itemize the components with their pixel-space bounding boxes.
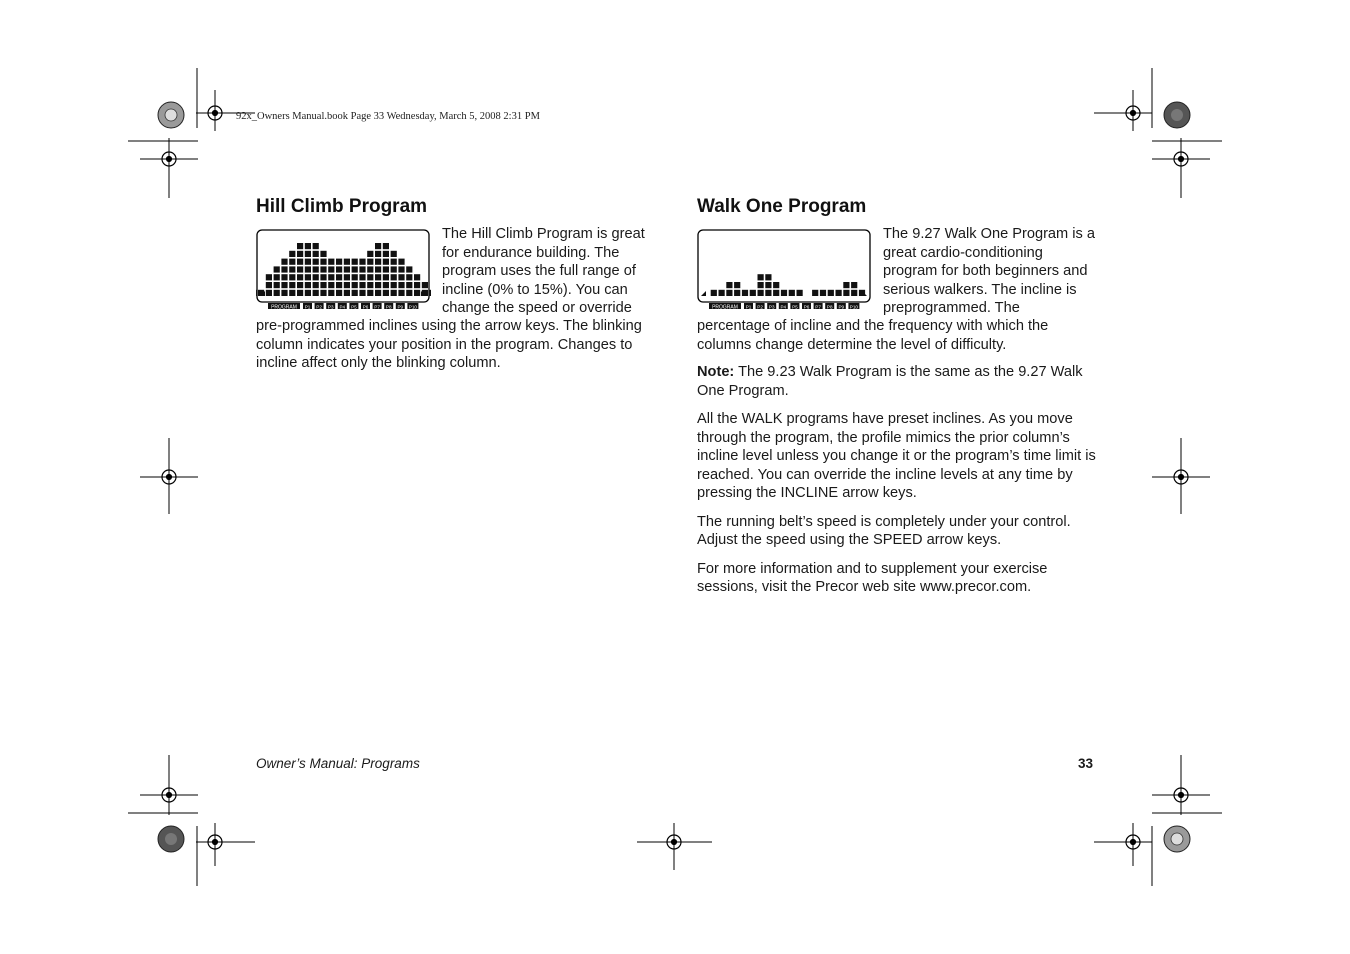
- profile-cell: [359, 274, 365, 280]
- profile-cell: [367, 290, 373, 296]
- walk-one-profile-display: [697, 229, 872, 313]
- column-label: [744, 303, 753, 309]
- profile-cell: [711, 290, 717, 296]
- profile-cell: [430, 290, 431, 296]
- print-header-stamp: 92x_Owners Manual.book Page 33 Wednesday, March 5, 2008 2:31 PM: [236, 111, 540, 122]
- profile-cell: [391, 290, 397, 296]
- column-label: [361, 303, 370, 309]
- walk-programs-paragraph: All the WALK programs have preset inclines. As you move through the program, the profile mimics the prior column’s incline level unless you change it or the program’s time limit is reached. You can override the incline levels at any time by pressing the INCLINE arrow keys.: [697, 411, 1096, 501]
- column-label: [349, 303, 358, 309]
- profile-cell: [375, 259, 381, 265]
- profile-cell: [352, 274, 358, 280]
- svg-text:P10: P10: [408, 304, 417, 310]
- profile-cell: [383, 243, 389, 249]
- profile-cell: [375, 274, 381, 280]
- profile-cell: [289, 251, 295, 257]
- program-label: [709, 303, 741, 310]
- profile-cell: [391, 266, 397, 272]
- profile-cell: [289, 266, 295, 272]
- profile-cell: [344, 259, 350, 265]
- program-label: [268, 303, 300, 310]
- profile-cell: [297, 290, 303, 296]
- profile-cell: [328, 259, 334, 265]
- hill-climb-intro-wrapped: [442, 225, 657, 318]
- walk-one-paragraph-part1: The 9.27 Walk One Program is a great cardio-conditioning program for both beginners and serious walkers. The incline is preprogrammed. The: [883, 226, 1095, 316]
- svg-text:P1: P1: [304, 304, 311, 310]
- profile-cell: [414, 282, 420, 288]
- profile-cell: [313, 243, 319, 249]
- profile-cell: [320, 274, 326, 280]
- svg-text:P2: P2: [757, 304, 763, 310]
- profile-cell: [289, 290, 295, 296]
- profile-cell: [274, 290, 280, 296]
- profile-cell: [789, 290, 795, 296]
- page-number: 33: [1078, 756, 1094, 771]
- column-label: [767, 303, 776, 309]
- profile-cell: [391, 282, 397, 288]
- profile-cell: [391, 274, 397, 280]
- profile-cell: [734, 282, 740, 288]
- column-label: [779, 303, 788, 309]
- profile-cell: [289, 259, 295, 265]
- profile-cell: [406, 282, 412, 288]
- profile-cell: [313, 282, 319, 288]
- svg-text:PROGRAM: PROGRAM: [712, 304, 738, 311]
- profile-cell: [320, 282, 326, 288]
- profile-cell: [359, 259, 365, 265]
- profile-cell: [305, 251, 311, 257]
- profile-cell: [765, 282, 771, 288]
- svg-text:P7: P7: [374, 304, 380, 310]
- profile-cell: [836, 290, 842, 296]
- profile-cell: [266, 290, 272, 296]
- hill-climb-intro-continued: [256, 317, 666, 373]
- profile-cell: [344, 290, 350, 296]
- profile-cell: [274, 282, 280, 288]
- profile-cell: [359, 290, 365, 296]
- profile-cell: [352, 259, 358, 265]
- svg-text:P6: P6: [362, 304, 369, 310]
- svg-text:P10: P10: [849, 304, 858, 310]
- profile-cell: [758, 282, 764, 288]
- profile-cell: [383, 251, 389, 257]
- profile-cell: [305, 274, 311, 280]
- hill-climb-profile-figure: [256, 229, 431, 318]
- svg-text:P9: P9: [838, 304, 845, 310]
- profile-cell: [781, 290, 787, 296]
- profile-cell: [398, 290, 404, 296]
- profile-cell: [851, 282, 857, 288]
- profile-cell: [344, 274, 350, 280]
- footer-chapter: Owner’s Manual: Programs: [256, 756, 420, 771]
- column-label: [373, 303, 382, 309]
- profile-cell: [359, 266, 365, 272]
- walk-one-note: [697, 363, 1102, 400]
- profile-cell: [352, 266, 358, 272]
- profile-cell: [313, 266, 319, 272]
- profile-cell: [383, 290, 389, 296]
- profile-cell: [758, 290, 764, 296]
- profile-cell: [851, 290, 857, 296]
- profile-cell: [726, 282, 732, 288]
- column-label: [756, 303, 765, 309]
- profile-cell: [414, 274, 420, 280]
- profile-cell: [344, 282, 350, 288]
- profile-cell: [367, 251, 373, 257]
- column-label: [338, 303, 347, 309]
- profile-cell: [734, 290, 740, 296]
- profile-cell: [320, 251, 326, 257]
- walk-one-body: [697, 317, 1102, 607]
- profile-cell: [336, 274, 342, 280]
- walk-one-paragraph-part2: percentage of incline and the frequency with which the columns change determine the level of difficulty.: [697, 318, 1049, 353]
- profile-cell: [719, 290, 725, 296]
- svg-text:P4: P4: [339, 304, 346, 310]
- svg-text:P4: P4: [780, 304, 787, 310]
- profile-cell: [367, 266, 373, 272]
- profile-cell: [274, 274, 280, 280]
- profile-cell: [773, 282, 779, 288]
- profile-cell: [305, 243, 311, 249]
- profile-cell: [313, 274, 319, 280]
- column-label: [326, 303, 335, 309]
- profile-cell: [383, 282, 389, 288]
- profile-cell: [305, 290, 311, 296]
- profile-cell: [828, 290, 834, 296]
- svg-text:P3: P3: [327, 304, 334, 310]
- profile-cell: [406, 290, 412, 296]
- profile-cell: [367, 282, 373, 288]
- svg-text:P1: P1: [745, 304, 752, 310]
- svg-text:P8: P8: [385, 304, 392, 310]
- profile-cell: [352, 290, 358, 296]
- profile-cell: [765, 290, 771, 296]
- walk-one-title: Walk One Program: [697, 196, 867, 217]
- column-label: [802, 303, 811, 309]
- profile-cell: [367, 259, 373, 265]
- profile-cell: [297, 274, 303, 280]
- svg-text:P7: P7: [815, 304, 821, 310]
- profile-cell: [281, 290, 287, 296]
- profile-cell: [820, 290, 826, 296]
- column-label: [825, 303, 834, 309]
- profile-cell: [406, 266, 412, 272]
- svg-text:P3: P3: [768, 304, 775, 310]
- svg-text:P6: P6: [803, 304, 810, 310]
- profile-cell: [758, 274, 764, 280]
- column-label: [790, 303, 799, 309]
- profile-cell: [313, 290, 319, 296]
- profile-cell: [328, 266, 334, 272]
- column-label: [848, 303, 859, 309]
- profile-cell: [375, 243, 381, 249]
- profile-cell: [289, 282, 295, 288]
- profile-cell: [773, 290, 779, 296]
- profile-cell: [398, 274, 404, 280]
- column-label: [396, 303, 405, 309]
- more-info-paragraph: For more information and to supplement your exercise sessions, visit the Precor web site www.precor.com.: [697, 560, 1048, 595]
- profile-cell: [367, 274, 373, 280]
- profile-cell: [398, 266, 404, 272]
- profile-cell: [297, 251, 303, 257]
- profile-cell: [281, 259, 287, 265]
- walk-one-intro-wrapped: [883, 225, 1098, 318]
- column-label: [837, 303, 846, 309]
- profile-cell: [797, 290, 803, 296]
- profile-cell: [391, 259, 397, 265]
- profile-cell: [375, 251, 381, 257]
- profile-cell: [305, 259, 311, 265]
- profile-cell: [297, 266, 303, 272]
- profile-cell: [320, 266, 326, 272]
- profile-cell: [422, 282, 428, 288]
- profile-cell: [289, 274, 295, 280]
- profile-cell: [281, 282, 287, 288]
- profile-cell: [336, 282, 342, 288]
- profile-cell: [398, 282, 404, 288]
- profile-cell: [336, 266, 342, 272]
- profile-cell: [843, 290, 849, 296]
- profile-cell: [843, 282, 849, 288]
- profile-cell: [320, 259, 326, 265]
- profile-cell: [750, 290, 756, 296]
- profile-cell: [320, 290, 326, 296]
- walk-one-profile-figure: [697, 229, 872, 318]
- profile-cell: [274, 266, 280, 272]
- profile-cell: [742, 290, 748, 296]
- profile-cell: [336, 290, 342, 296]
- profile-cell: [266, 274, 272, 280]
- profile-cell: [313, 259, 319, 265]
- column-label: [384, 303, 393, 309]
- column-label: [407, 303, 418, 309]
- profile-cell: [297, 243, 303, 249]
- profile-cell: [328, 290, 334, 296]
- profile-cell: [313, 251, 319, 257]
- svg-text:P9: P9: [397, 304, 404, 310]
- profile-cell: [765, 274, 771, 280]
- profile-cell: [281, 274, 287, 280]
- profile-cell: [352, 282, 358, 288]
- profile-cell: [398, 259, 404, 265]
- note-text: The 9.23 Walk Program is the same as the 9.27 Walk One Program.: [697, 364, 1083, 399]
- profile-cell: [812, 290, 818, 296]
- column-label: [303, 303, 312, 309]
- profile-cell: [375, 266, 381, 272]
- profile-cell: [328, 274, 334, 280]
- hill-climb-paragraph-part2: pre-programmed inclines using the arrow keys. The blinking column indicates your position in the program. Changes to incline affect only the blinking column.: [256, 318, 642, 371]
- svg-text:PROGRAM: PROGRAM: [271, 304, 297, 311]
- profile-cell: [383, 266, 389, 272]
- belt-speed-paragraph: The running belt’s speed is completely under your control. Adjust the speed using the SPEED arrow keys.: [697, 513, 1071, 548]
- profile-cell: [266, 282, 272, 288]
- hill-climb-title: Hill Climb Program: [256, 196, 428, 217]
- profile-cell: [305, 282, 311, 288]
- profile-cell: [391, 251, 397, 257]
- profile-cell: [297, 282, 303, 288]
- hill-climb-paragraph-part1: The Hill Climb Program is great for endurance building. The program uses the full range of incline (0% to 15%). You can change the speed or override: [442, 226, 645, 316]
- profile-cell: [375, 282, 381, 288]
- profile-cell: [726, 290, 732, 296]
- profile-cell: [281, 266, 287, 272]
- profile-cell: [359, 282, 365, 288]
- profile-cell: [375, 290, 381, 296]
- profile-cell: [297, 259, 303, 265]
- profile-cell: [383, 274, 389, 280]
- profile-cell: [305, 266, 311, 272]
- profile-cell: [336, 259, 342, 265]
- profile-cell: [344, 266, 350, 272]
- profile-cell: [383, 259, 389, 265]
- svg-text:P8: P8: [826, 304, 833, 310]
- hill-climb-profile-display: [256, 229, 431, 313]
- svg-text:P5: P5: [792, 304, 798, 310]
- profile-cell: [328, 282, 334, 288]
- column-label: [814, 303, 823, 309]
- svg-text:P2: P2: [316, 304, 322, 310]
- note-label: Note:: [697, 364, 735, 380]
- column-label: [315, 303, 324, 309]
- profile-cell: [406, 274, 412, 280]
- svg-text:P5: P5: [351, 304, 357, 310]
- profile-cell: [414, 290, 420, 296]
